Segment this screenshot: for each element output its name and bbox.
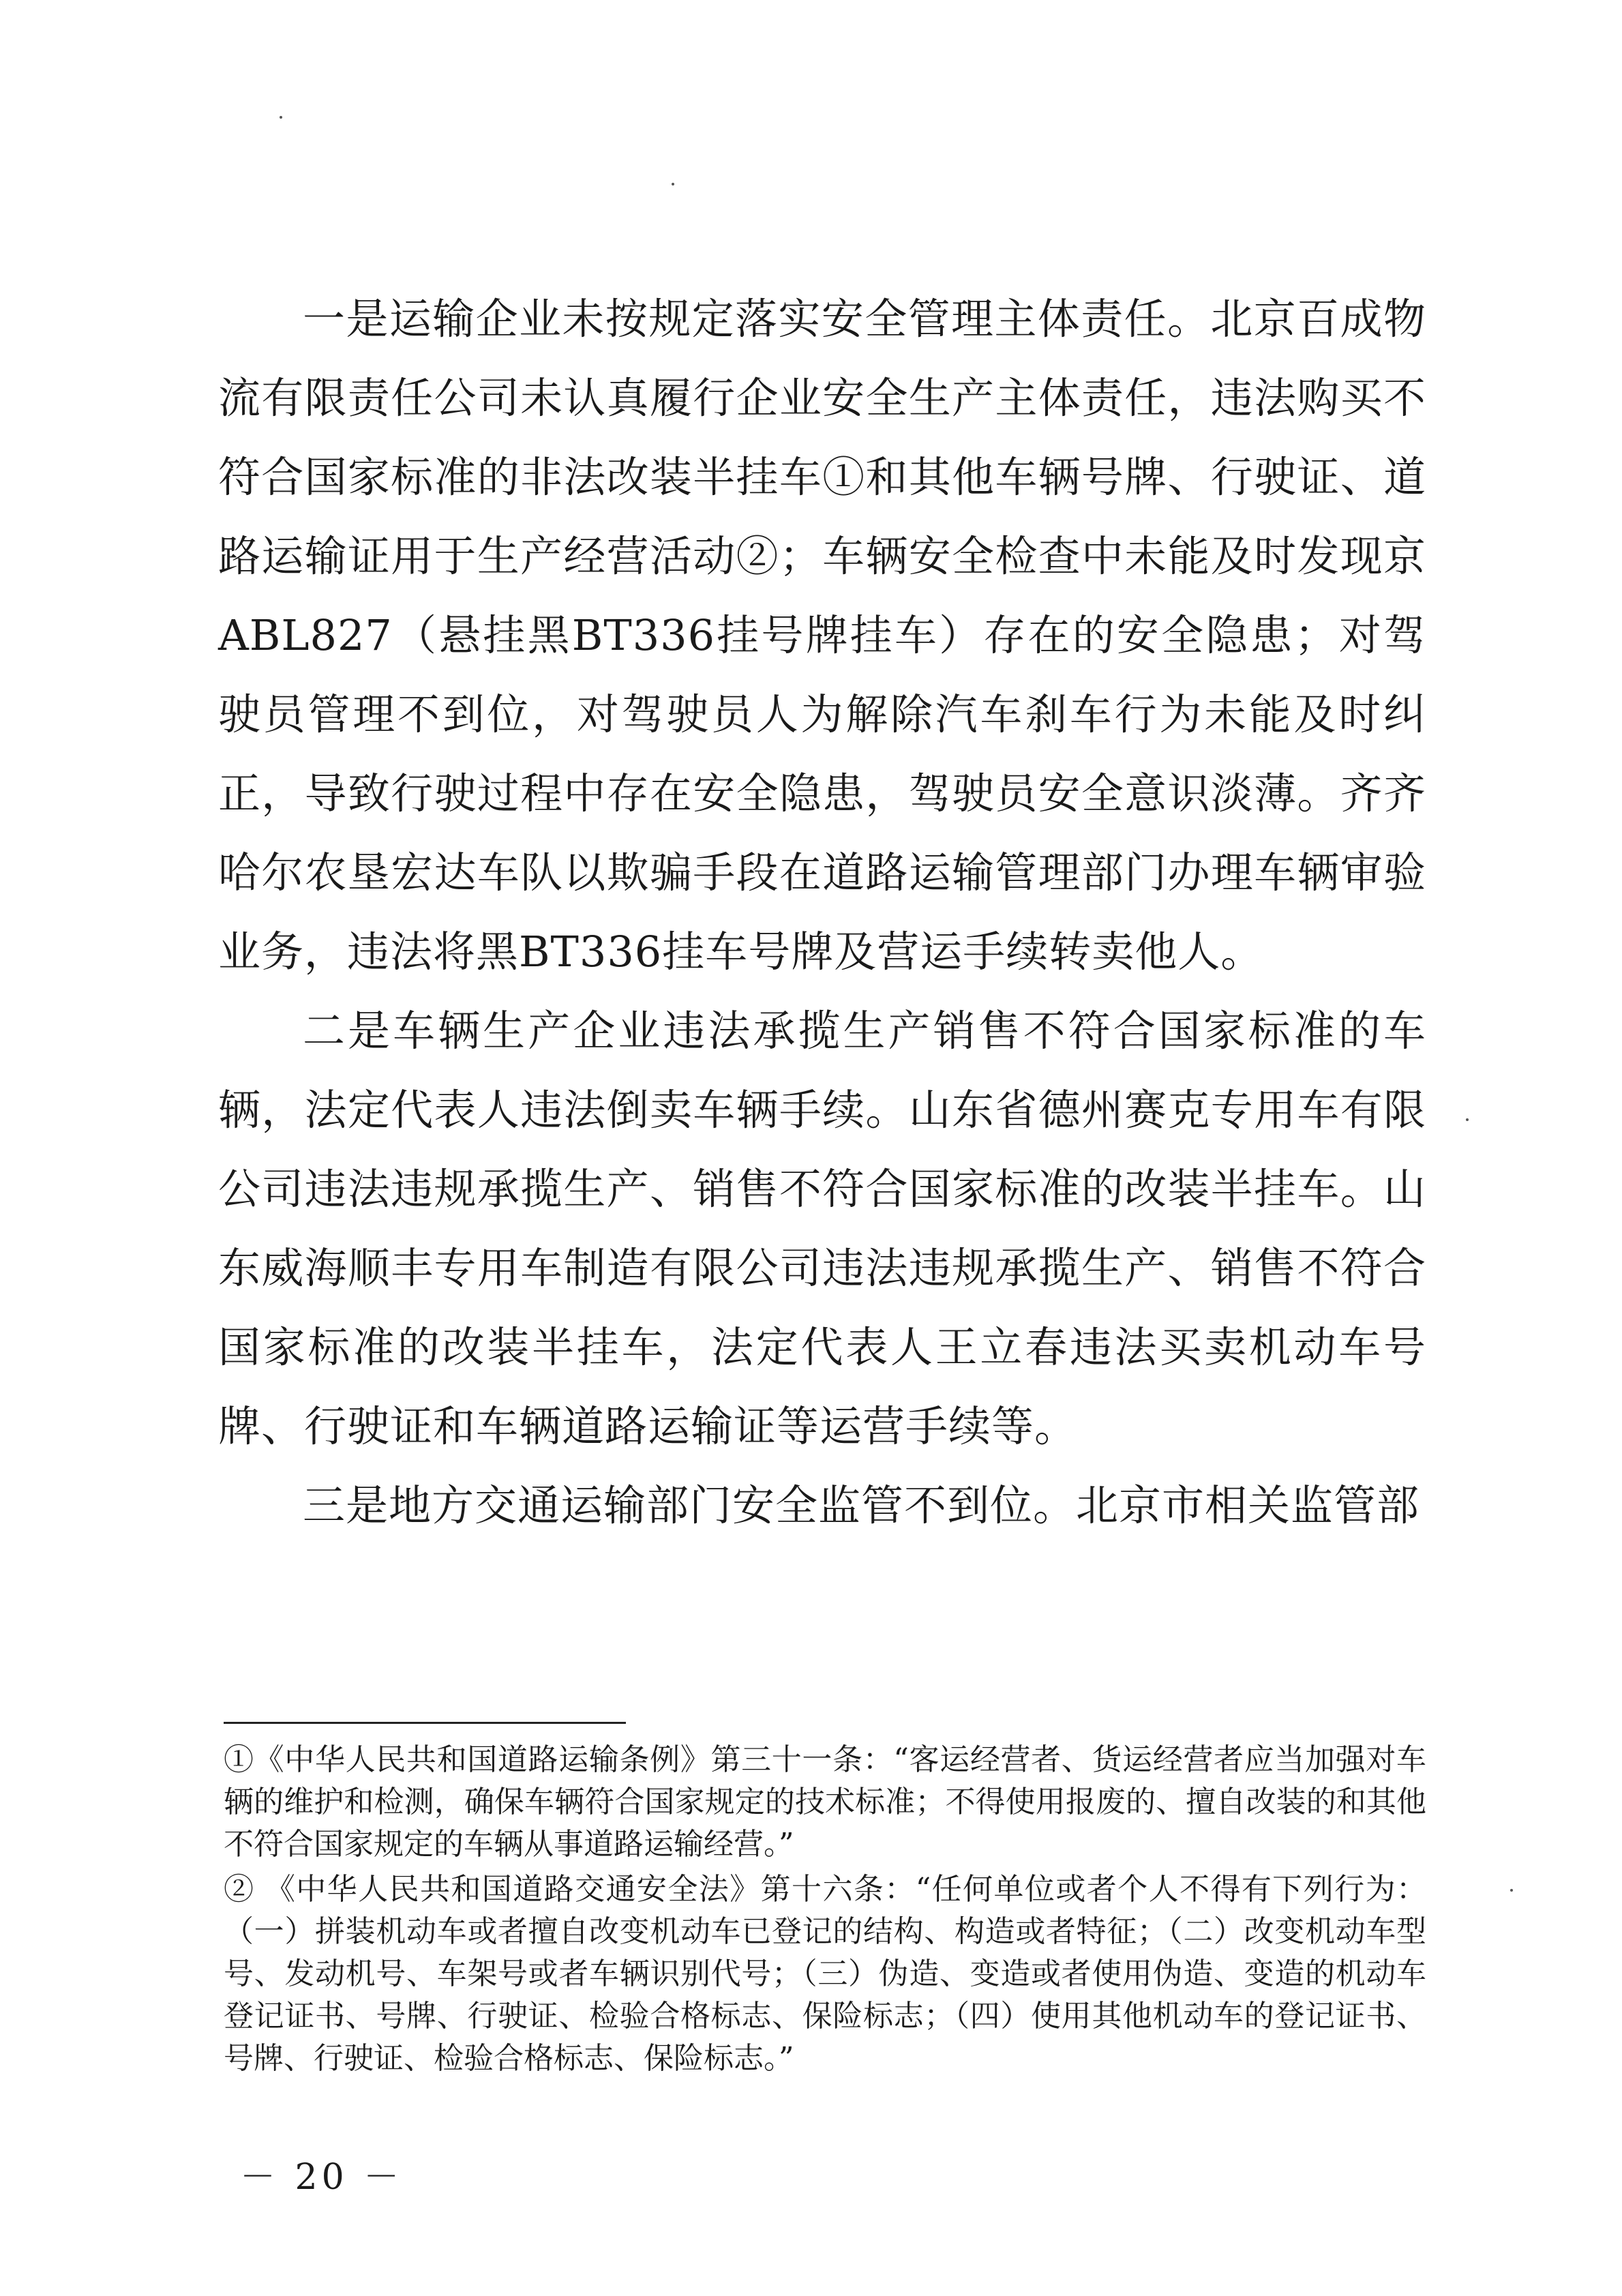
scan-speck <box>280 116 282 119</box>
scan-speck <box>1466 1118 1469 1121</box>
body-text <box>218 280 1426 1545</box>
scan-speck <box>672 183 674 185</box>
paragraph-1: 一是运输企业未按规定落实安全管理主体责任。北京百成物流有限责任公司未认真履行企业安全生产主体责任，违法购买不符合国家标准的非法改装半挂车①和其他车辆号牌、行驶证、道路运输证用于生产经营活动②；车辆安全检查中未能及时发现京ABL827（悬挂黑BT336挂号牌挂车）存在的安全隐患；对驾驶员管理不到位，对驾驶员人为解除汽车刹车行为未能及时纠正，导致行驶过程中存在安全隐患，驾驶员安全意识淡薄。齐齐哈尔农垦宏达车队以欺骗手段在道路运输管理部门办理车辆审验业务，违法将黑BT336挂车号牌及营运手续转卖他人。 <box>218 294 1426 976</box>
footnotes <box>224 1739 1426 2083</box>
footnote-divider <box>224 1722 626 1724</box>
footnote-2: ② 《中华人民共和国道路交通安全法》第十六条：“任何单位或者个人不得有下列行为：（一）拼装机动车或者擅自改变机动车已登记的结构、构造或者特征；（二）改变机动车型号、发动机号、车架号或者车辆识别代号；（三）伪造、变造或者使用伪造、变造的机动车登记证书、号牌、行驶证、检验合格标志、保险标志；（四）使用其他机动车的登记证书、号牌、行驶证、检验合格标志、保险标志。” <box>224 1872 1426 2076</box>
footnote-1: ①《中华人民共和国道路运输条例》第三十一条：“客运经营者、货运经营者应当加强对车辆的维护和检测，确保车辆符合国家规定的技术标准；不得使用报废的、擅自改装的和其他不符合国家规定的车辆从事道路运输经营。” <box>224 1742 1426 1862</box>
scan-speck <box>1510 1889 1513 1892</box>
paragraph-3: 三是地方交通运输部门安全监管不到位。北京市相关监管部 <box>303 1480 1420 1530</box>
page-number: － 20 － <box>240 2157 404 2198</box>
paragraph-2: 二是车辆生产企业违法承揽生产销售不符合国家标准的车辆，法定代表人违法倒卖车辆手续。山东省德州赛克专用车有限公司违法违规承揽生产、销售不符合国家标准的改装半挂车。山东威海顺丰专用车制造有限公司违法违规承揽生产、销售不符合国家标准的改装半挂车，法定代表人王立春违法买卖机动车号牌、行驶证和车辆道路运输证等运营手续等。 <box>218 1006 1426 1451</box>
